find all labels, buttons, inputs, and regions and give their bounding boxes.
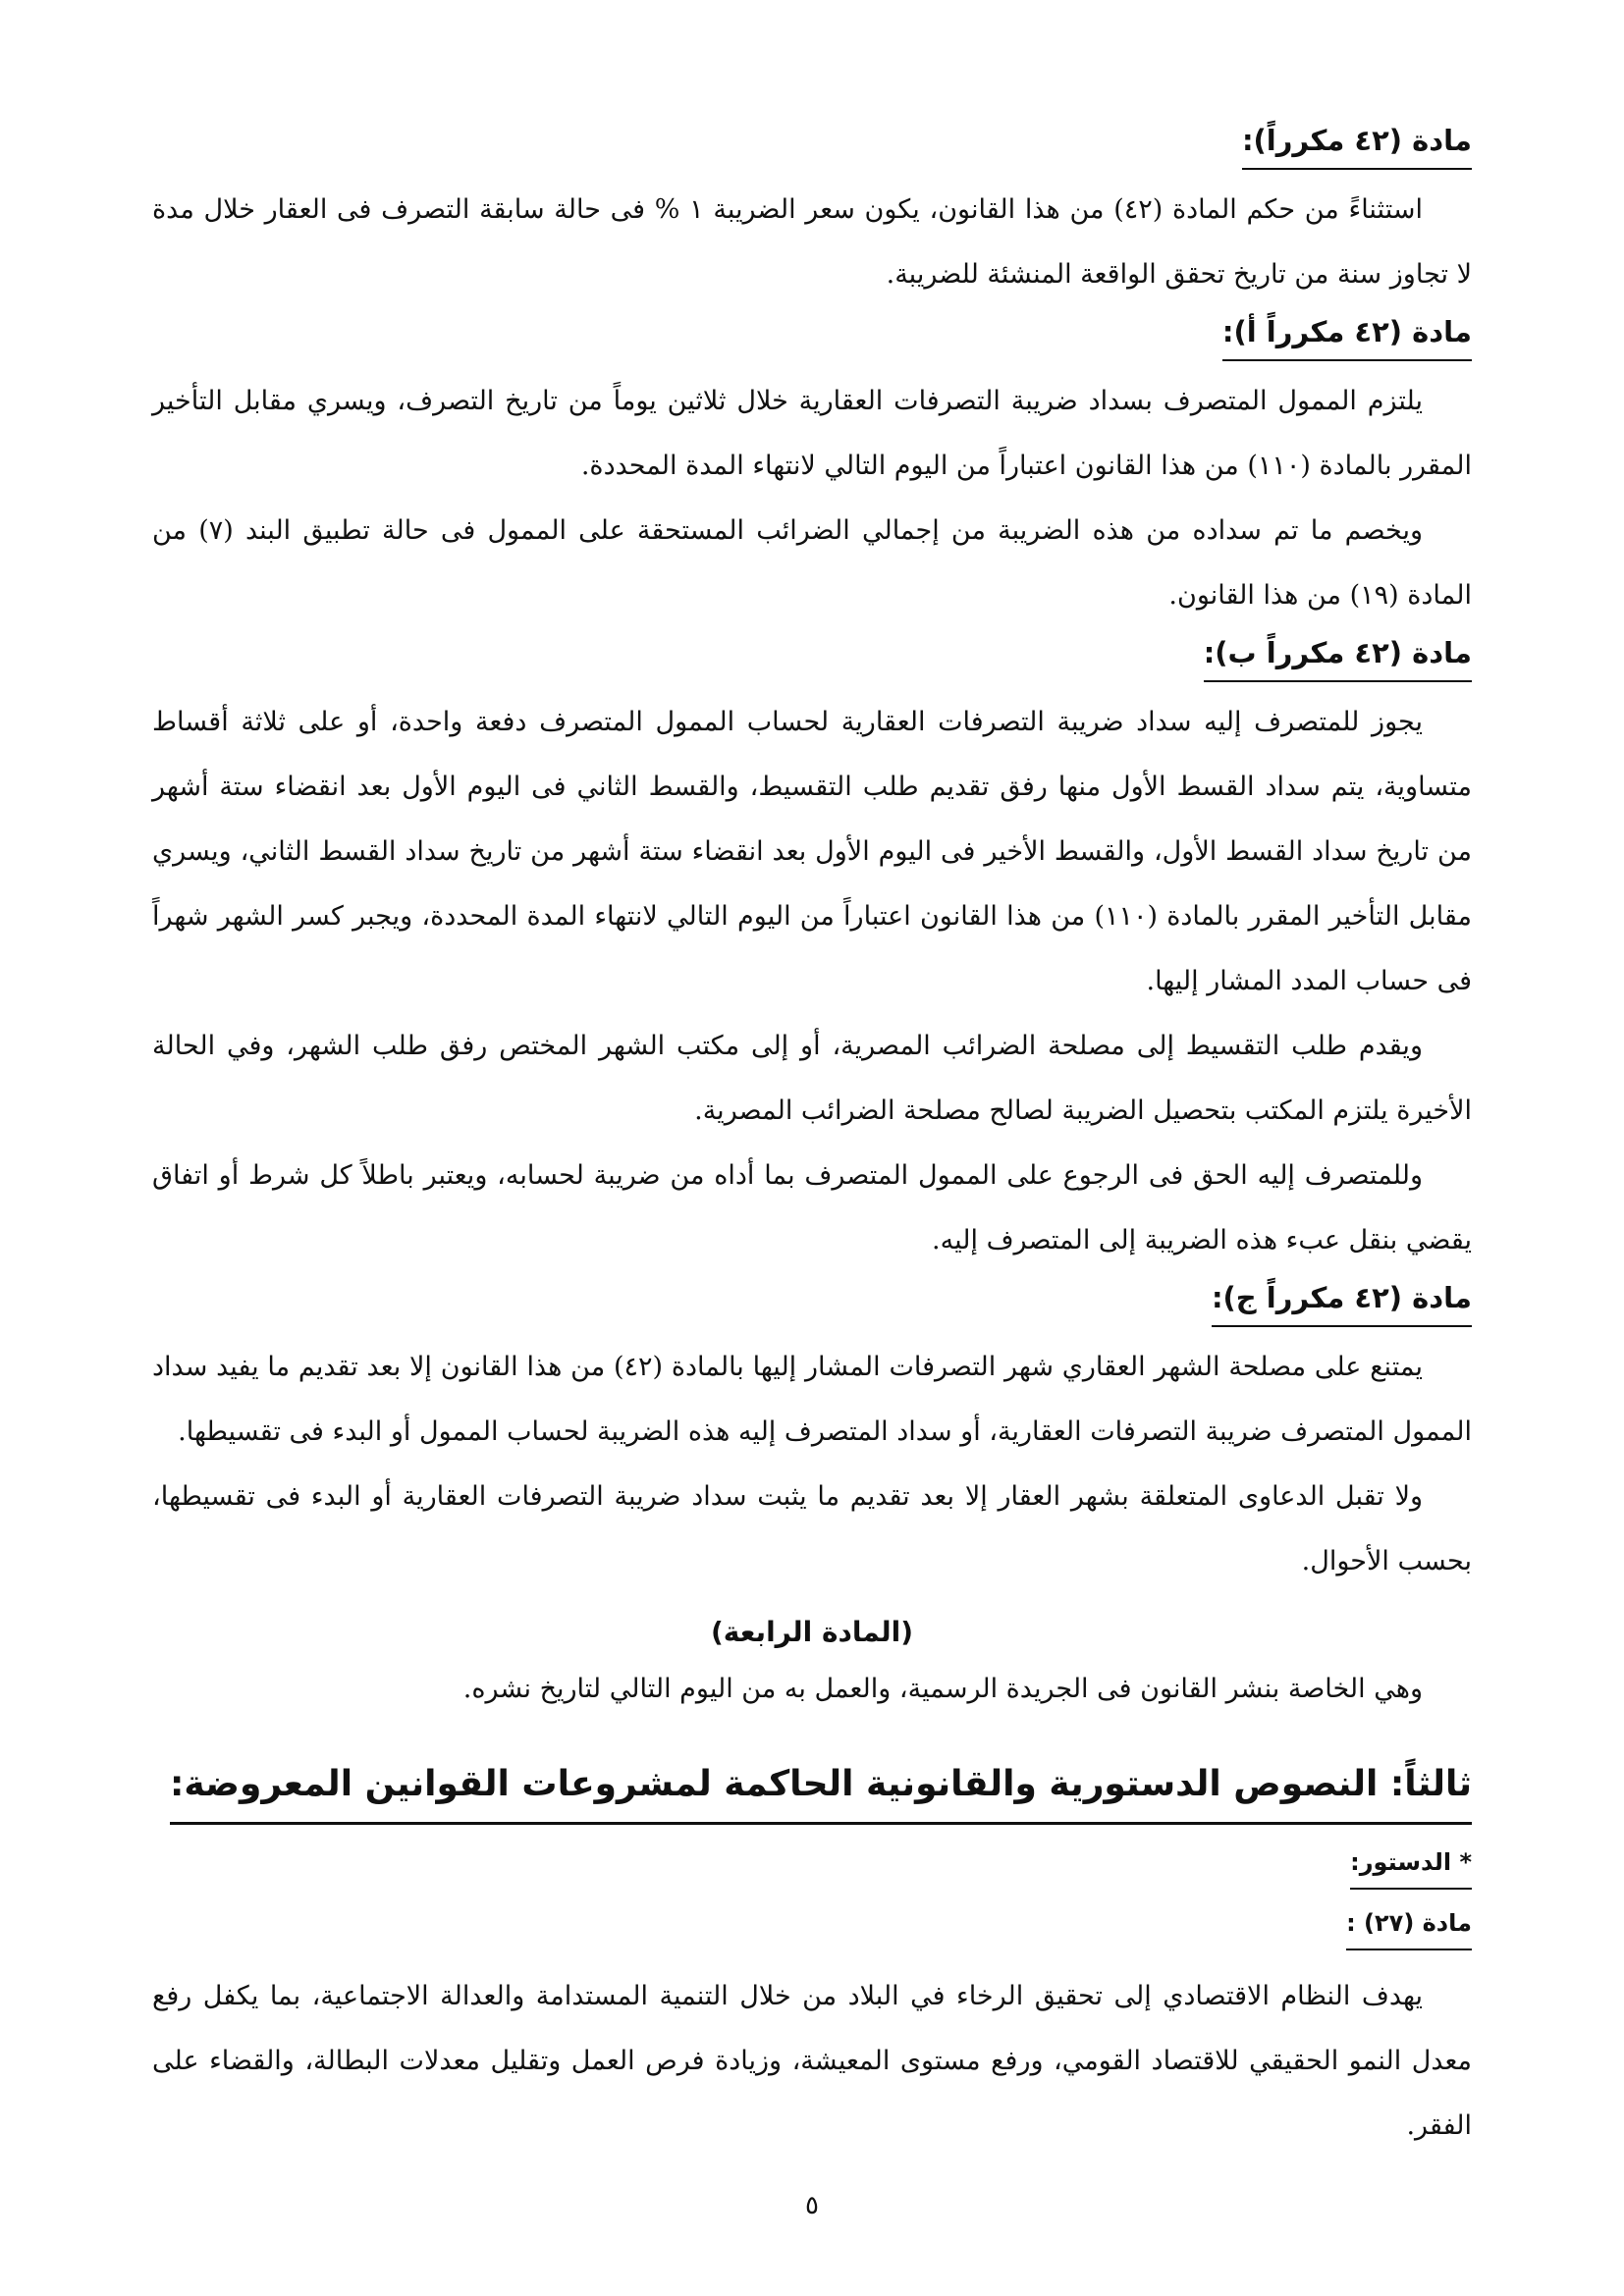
section-title	[152, 1755, 1472, 1825]
page-number: ٥	[805, 2191, 819, 2220]
section-title-text: ثالثاً: النصوص الدستورية والقانونية الحاكمة لمشروعات القوانين المعروضة:	[170, 1755, 1472, 1825]
sub-heading-text: مادة (٢٧) :	[1346, 1903, 1472, 1950]
paragraph: ويخصم ما تم سداده من هذه الضريبة من إجمالي الضرائب المستحقة على الممول فى حالة تطبيق البند (٧) من المادة (١٩) من هذا القانون.	[152, 515, 1472, 611]
paragraph: يهدف النظام الاقتصادي إلى تحقيق الرخاء في البلاد من خلال التنمية المستدامة والعدالة الاجتماعية، بما يكفل رفع معدل النمو الحقيقي للاقتصاد القومي، ورفع مستوى المعيشة، وزيادة فرص العمل وتقليل معدلات البطالة، والقضاء على الفقر.	[152, 1981, 1472, 2141]
article-heading-text: مادة (٤٢ مكرراً أ):	[1222, 309, 1472, 361]
note-paragraph: وهي الخاصة بنشر القانون فى الجريدة الرسمية، والعمل به من اليوم التالي لتاريخ نشره.	[462, 1674, 1423, 1704]
document-body	[152, 118, 1472, 2159]
article-heading	[152, 309, 1472, 361]
sub-heading	[152, 1903, 1472, 1950]
paragraph: يلتزم الممول المتصرف بسداد ضريبة التصرفات العقارية خلال ثلاثين يوماً من تاريخ التصرف، ويسري مقابل التأخير المقرر بالمادة (١١٠) من هذا القانون اعتباراً من اليوم التالي لانتهاء المدة المحددة.	[152, 386, 1472, 481]
article-heading-text: مادة (٤٢ مكرراً ب):	[1204, 630, 1472, 682]
paragraph: ولا تقبل الدعاوى المتعلقة بشهر العقار إلا بعد تقديم ما يثبت سداد ضريبة التصرفات العقارية أو البدء فى تقسيطها، بحسب الأحوال.	[152, 1481, 1472, 1576]
article-heading	[152, 630, 1472, 682]
paragraph: استثناءً من حكم المادة (٤٢) من هذا القانون، يكون سعر الضريبة ١ % فى حالة سابقة التصرف فى العقار خلال مدة لا تجاوز سنة من تاريخ تحقق الواقعة المنشئة للضريبة.	[152, 194, 1472, 290]
sub-heading	[152, 1842, 1472, 1890]
article-heading-text: مادة (٤٢ مكرراً ج):	[1212, 1275, 1472, 1327]
article-heading	[152, 1275, 1472, 1327]
paragraph: وللمتصرف إليه الحق فى الرجوع على الممول المتصرف بما أداه من ضريبة لحسابه، ويعتبر باطلاً كل شرط أو اتفاق يقضي بنقل عبء هذه الضريبة إلى المتصرف إليه.	[152, 1160, 1472, 1255]
paragraph: ويقدم طلب التقسيط إلى مصلحة الضرائب المصرية، أو إلى مكتب الشهر المختص رفق طلب الشهر، وفي الحالة الأخيرة يلتزم المكتب بتحصيل الضريبة لصالح مصلحة الضرائب المصرية.	[152, 1031, 1472, 1126]
article-heading-text: مادة (٤٢ مكرراً):	[1242, 118, 1472, 170]
article-heading	[152, 118, 1472, 170]
article-title: (المادة الرابعة)	[710, 1616, 914, 1648]
paragraph: يمتنع على مصلحة الشهر العقاري شهر التصرفات المشار إليها بالمادة (٤٢) من هذا القانون إلا بعد تقديم ما يفيد سداد الممول المتصرف ضريبة التصرفات العقارية، أو سداد المتصرف إليه هذه الضريبة لحساب الممول أو البدء فى تقسيطها.	[152, 1352, 1472, 1447]
sub-heading-text: * الدستور:	[1350, 1842, 1472, 1890]
paragraph: يجوز للمتصرف إليه سداد ضريبة التصرفات العقارية لحساب الممول المتصرف دفعة واحدة، أو على ثلاثة أقساط متساوية، يتم سداد القسط الأول منها رفق تقديم طلب التقسيط، والقسط الثاني فى اليوم الأول بعد انقضاء ستة أشهر من تاريخ سداد القسط الأول، والقسط الأخير فى اليوم الأول بعد انقضاء ستة أشهر من تاريخ سداد القسط الثاني، ويسري مقابل التأخير المقرر بالمادة (١١٠) من هذا القانون اعتباراً من اليوم التالي لانتهاء المدة المحددة، ويجبر كسر الشهر شهراً فى حساب المدد المشار إليها.	[152, 707, 1472, 996]
